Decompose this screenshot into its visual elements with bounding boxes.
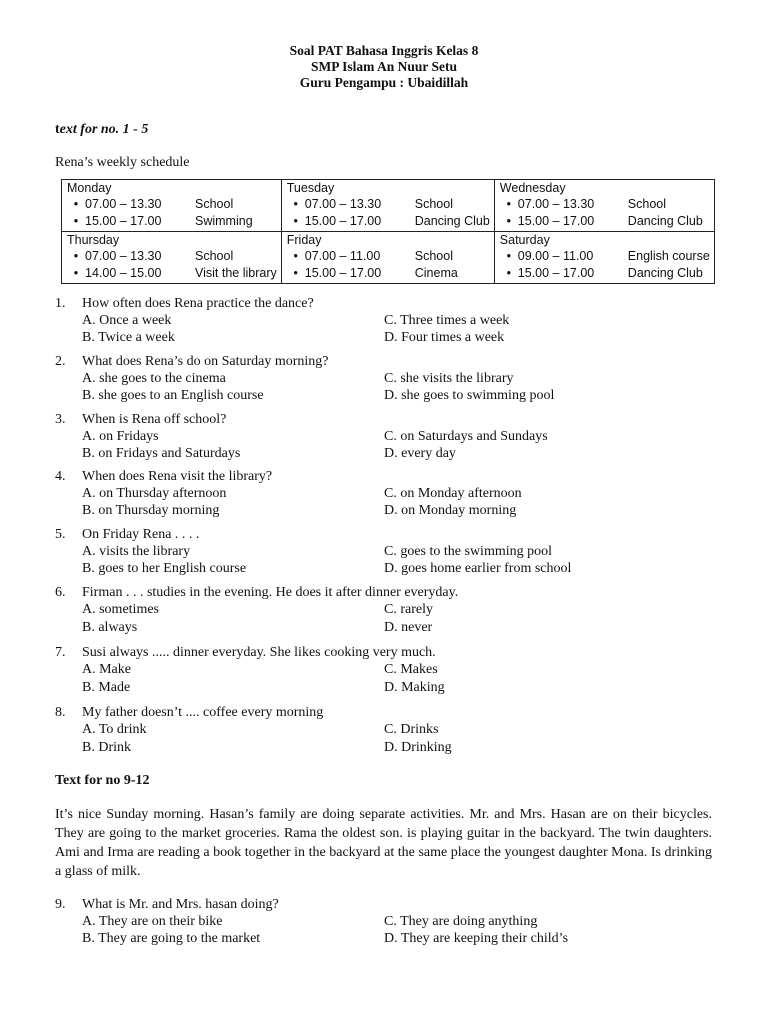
header-school: SMP Islam An Nuur Setu [310,59,458,74]
option-c: C. Drinks [384,722,439,737]
slot: • 15.00 – 17.00 Dancing Club [500,213,710,230]
slot: • 07.00 – 13.30 School [67,248,277,265]
header-title: Soal PAT Bahasa Inggris Kelas 8 [289,43,479,58]
option-d: D. she goes to swimming pool [384,388,555,403]
question-text: How often does Rena practice the dance? [82,296,314,311]
answer-options [82,661,715,696]
day-label: Monday [67,181,112,195]
option-d: D. every day [384,446,456,461]
slot: • 15.00 – 17.00 Dancing Club [287,213,490,230]
day-label: Saturday [499,233,550,247]
answer-options [82,370,715,404]
schedule-cell-monday [62,180,282,232]
option-d: D. Making [384,680,445,695]
text-label-1-5: text for no. 1 - 5 [55,122,149,137]
reading-passage: It’s nice Sunday morning. Hasan’s family are doing separate activities. Mr. and Mrs. Hasan are on their bicycles. They are going to the market groceries. Rama the oldest son. is playing guitar in the backyard. The twin daughters. Ami and Irma are reading a book together in the backyard at the same place the youngest daughter Mona. Is drinking a glass of milk. [55,807,712,879]
bullet-icon: • [293,197,298,211]
question-1 [55,295,715,346]
option-d: D. goes home earlier from school [384,561,572,576]
question-text: When does Rena visit the library? [82,469,273,484]
answer-options [82,601,715,636]
option-d: D. Drinking [384,740,452,755]
option-c: C. on Saturdays and Sundays [384,429,548,444]
answer-options [82,543,715,577]
bullet-icon: • [506,266,511,280]
bullet-icon: • [73,249,79,263]
option-a: A. To drink [82,722,147,737]
question-text: What does Rena’s do on Saturday morning? [82,354,329,369]
option-d: D. They are keeping their child’s [384,931,569,946]
slot: • 09.00 – 11.00 English course [500,248,710,265]
question-number: 1. [55,296,66,311]
question-number: 9. [55,897,66,912]
question-text: Firman . . . studies in the evening. He does it after dinner everyday. [82,585,459,600]
text-label-9-12: Text for no 9-12 [55,773,150,788]
question-8 [55,704,715,756]
question-2 [55,353,715,404]
option-a: A. visits the library [82,544,191,559]
option-b: B. Twice a week [82,330,175,345]
day-label: Wednesday [499,181,566,195]
option-a: A. Make [82,662,131,677]
option-a: A. sometimes [82,602,159,617]
answer-options [82,312,715,346]
day-label: Tuesday [286,181,335,195]
bullet-icon: • [293,266,298,280]
option-b: B. always [82,620,138,635]
option-c: C. goes to the swimming pool [384,544,552,559]
question-6 [55,584,715,636]
question-7 [55,644,715,696]
question-number: 7. [55,645,66,660]
slot: • 07.00 – 13.30 School [67,196,277,213]
schedule-cell-tuesday [281,180,494,232]
question-number: 2. [55,354,66,369]
slot: • 07.00 – 13.30 School [287,196,490,213]
option-d: D. Four times a week [384,330,505,345]
option-c: C. They are doing anything [384,914,538,929]
question-text: Susi always ..... dinner everyday. She likes cooking very much. [82,645,436,660]
option-c: C. rarely [384,602,433,617]
question-5 [55,526,715,577]
question-number: 8. [55,705,66,720]
schedule-row [62,180,715,232]
option-b: B. Drink [82,740,131,755]
question-number: 4. [55,469,66,484]
schedule-title: Rena’s weekly schedule [55,155,190,170]
question-text: On Friday Rena . . . . [82,527,200,542]
schedule-cell-thursday [62,232,282,284]
slot: • 15.00 – 17.00 Cinema [287,265,490,282]
question-text: My father doesn’t .... coffee every morning [82,705,324,720]
question-number: 3. [55,412,66,427]
schedule-row [62,232,715,284]
day-label: Thursday [67,233,120,247]
answer-options [82,721,715,756]
slot: • 07.00 – 11.00 School [287,248,490,265]
question-9 [55,896,715,947]
question-text: What is Mr. and Mrs. hasan doing? [82,897,279,912]
option-c: C. she visits the library [384,371,514,386]
bullet-icon: • [506,214,511,228]
option-a: A. They are on their bike [82,914,223,929]
bullet-icon: • [73,266,79,280]
option-c: C. on Monday afternoon [384,486,522,501]
header-teacher: Guru Pengampu : Ubaidillah [299,75,469,90]
question-number: 5. [55,527,66,542]
slot: • 14.00 – 15.00 Visit the library [67,265,277,282]
option-d: D. on Monday morning [384,503,517,518]
answer-options [82,913,715,947]
question-number: 6. [55,585,66,600]
schedule-cell-saturday [494,232,714,284]
option-b: B. she goes to an English course [82,388,264,403]
bullet-icon: • [506,197,511,211]
slot: • 07.00 – 13.30 School [500,196,710,213]
option-a: A. Once a week [82,313,172,328]
option-b: B. goes to her English course [82,561,247,576]
bullet-icon: • [73,214,79,228]
option-a: A. on Thursday afternoon [82,486,227,501]
bullet-icon: • [73,197,79,211]
bullet-icon: • [293,249,298,263]
schedule-cell-wednesday [494,180,714,232]
option-b: B. on Fridays and Saturdays [82,446,241,461]
option-b: B. They are going to the market [82,931,261,946]
option-a: A. she goes to the cinema [82,371,226,386]
option-b: B. on Thursday morning [82,503,220,518]
option-c: C. Makes [384,662,438,677]
document-header [0,43,768,91]
answer-options [82,485,715,519]
question-3 [55,411,715,462]
answer-options [82,428,715,462]
option-b: B. Made [82,680,131,695]
question-text: When is Rena off school? [82,412,227,427]
slot: • 15.00 – 17.00 Dancing Club [500,265,710,282]
bullet-icon: • [506,249,511,263]
schedule-table [61,179,715,284]
day-label: Friday [286,233,322,247]
option-a: A. on Fridays [82,429,159,444]
schedule-cell-friday [281,232,494,284]
option-d: D. never [384,620,433,635]
slot: • 15.00 – 17.00 Swimming [67,213,277,230]
option-c: C. Three times a week [384,313,510,328]
question-4 [55,468,715,519]
bullet-icon: • [293,214,298,228]
